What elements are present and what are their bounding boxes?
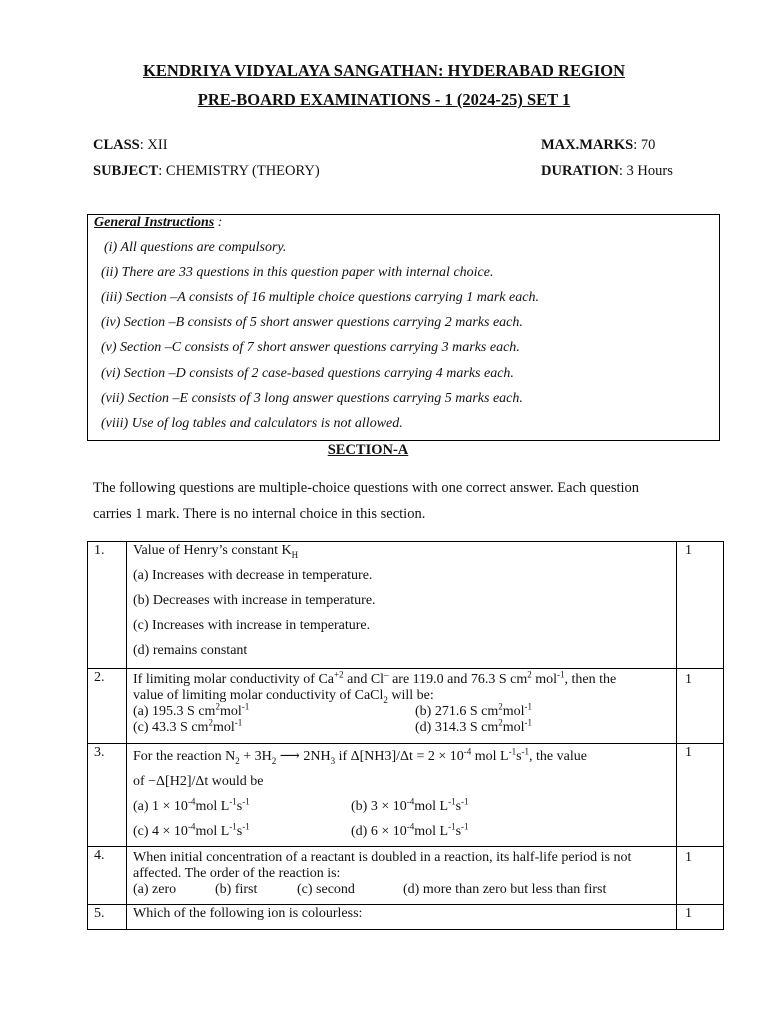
question-stem-line2: value of limiting molar conductivity of CaCl$_2$ will be: — [133, 688, 434, 705]
table-row — [88, 847, 724, 905]
table-row — [88, 905, 724, 930]
option-c: (c) 43.3 S $cm^2mol^{-1}$ — [133, 717, 243, 735]
class-label: CLASS — [93, 137, 140, 153]
options-row — [133, 794, 670, 819]
question-number: 4. — [88, 847, 127, 905]
questions-table — [87, 541, 724, 930]
section-intro-line: The following questions are multiple-choice questions with one correct answer. Each question — [93, 480, 640, 496]
instruction-item: (iv) Section –B consists of 5 short answer questions carrying 2 marks each. — [101, 315, 523, 330]
instruction-item: (viii) Use of log tables and calculators is not allowed. — [101, 416, 403, 431]
question-content — [127, 847, 677, 905]
instructions-heading — [94, 215, 222, 231]
instructions-title: General Instructions — [94, 215, 215, 230]
instruction-item: (i) All questions are compulsory. — [104, 240, 287, 255]
max-marks-value: : 70 — [633, 137, 656, 153]
question-stem: If limiting molar conductivity of $Ca^{+2}$ and Cl– are 119.0 and 76.3 S $cm^2$ mol$^{-1}$, then the — [133, 669, 617, 687]
question-marks: 1 — [677, 669, 724, 744]
option-a: (a) zero — [133, 882, 177, 897]
instruction-item: (iii) Section –A consists of 16 multiple choice questions carrying 1 mark each. — [101, 290, 539, 305]
question-stem-line2: of −Δ[H2]/Δt would be — [133, 774, 264, 789]
option-b: (b) 271.6 S $cm^2mol^{-1}$ — [415, 701, 532, 719]
instruction-item: (vii) Section –E consists of 3 long answer questions carrying 5 marks each. — [101, 391, 523, 406]
option-c: (c) $4 \times 10^{-4}mol$ $L^{-1}s^{-1}$ — [133, 821, 250, 839]
question-number: 5. — [88, 905, 127, 930]
duration-value: : 3 Hours — [618, 163, 673, 179]
option-c: (c) Increases with increase in temperature. — [133, 618, 371, 633]
question-marks: 1 — [677, 847, 724, 905]
question-content — [127, 542, 677, 669]
question-stem: Value of Henry’s constant $K_H$ — [133, 543, 299, 560]
option-b: (b) $3 \times 10^{-4}mol$ $L^{-1}s^{-1}$ — [351, 796, 469, 814]
question-content — [127, 905, 677, 930]
question-content — [127, 669, 677, 744]
question-stem: When initial concentration of a reactant is doubled in a reaction, its half-life period is not — [133, 850, 632, 865]
option-d: (d) more than zero but less than first — [403, 882, 607, 897]
general-instructions-box — [87, 214, 720, 441]
options-row — [133, 882, 670, 898]
exam-board-title: KENDRIYA VIDYALAYA SANGATHAN: HYDERABAD REGION — [143, 61, 625, 80]
question-marks: 1 — [677, 905, 724, 930]
table-row — [88, 744, 724, 847]
options-row — [133, 701, 670, 720]
option-a: (a) Increases with decrease in temperature. — [133, 568, 373, 583]
option-d: (d) $6 \times 10^{-4}mol$ $L^{-1}s^{-1}$ — [351, 821, 469, 839]
options-row — [133, 819, 670, 844]
class-value: : XII — [139, 137, 168, 153]
subject-value: : CHEMISTRY (THEORY) — [158, 163, 320, 179]
class-info — [93, 137, 168, 154]
section-intro-line: carries 1 mark. There is no internal choice in this section. — [93, 506, 426, 522]
option-b: (b) first — [215, 882, 258, 897]
option-d: (d) 314.3 S $cm^2mol^{-1}$ — [415, 717, 532, 735]
instruction-item: (v) Section –C consists of 7 short answer questions carrying 3 marks each. — [101, 340, 520, 355]
table-row — [88, 542, 724, 669]
instructions-title-suffix: : — [214, 215, 223, 230]
max-marks-info — [541, 137, 655, 154]
subject-label: SUBJECT — [93, 163, 159, 179]
option-a: (a) 195.3 S $cm^2mol^{-1}$ — [133, 701, 250, 719]
option-d: (d) remains constant — [133, 643, 248, 658]
option-c: (c) second — [297, 882, 355, 897]
duration-info — [541, 163, 673, 180]
question-content — [127, 744, 677, 847]
question-stem: Which of the following ion is colourless: — [133, 906, 363, 921]
question-number: 1. — [88, 542, 127, 669]
question-stem-line2: affected. The order of the reaction is: — [133, 866, 341, 881]
table-row — [88, 669, 724, 744]
question-number: 2. — [88, 669, 127, 744]
question-number: 3. — [88, 744, 127, 847]
question-marks: 1 — [677, 542, 724, 669]
duration-label: DURATION — [541, 163, 619, 179]
option-b: (b) Decreases with increase in temperature. — [133, 593, 376, 608]
section-a-title: SECTION-A — [327, 442, 409, 458]
question-marks: 1 — [677, 744, 724, 847]
question-stem: For the reaction $N_2 + 3H_2$ ⟶ $2NH_3$ if $\Delta[NH3]/\Delta t = 2 \times 10^{-4}$ mol $L^{-1}s^{-1}$, the value — [133, 746, 587, 766]
subject-info — [93, 163, 320, 180]
max-marks-label: MAX.MARKS — [541, 137, 634, 153]
options-row — [133, 717, 670, 736]
instruction-item: (ii) There are 33 questions in this question paper with internal choice. — [101, 265, 494, 280]
exam-title: PRE-BOARD EXAMINATIONS - 1 (2024-25) SET 1 — [197, 90, 571, 109]
option-a: (a) $1 \times 10^{-4}mol$ $L^{-1}s^{-1}$ — [133, 796, 250, 814]
instruction-item: (vi) Section –D consists of 2 case-based questions carrying 4 marks each. — [101, 366, 514, 381]
